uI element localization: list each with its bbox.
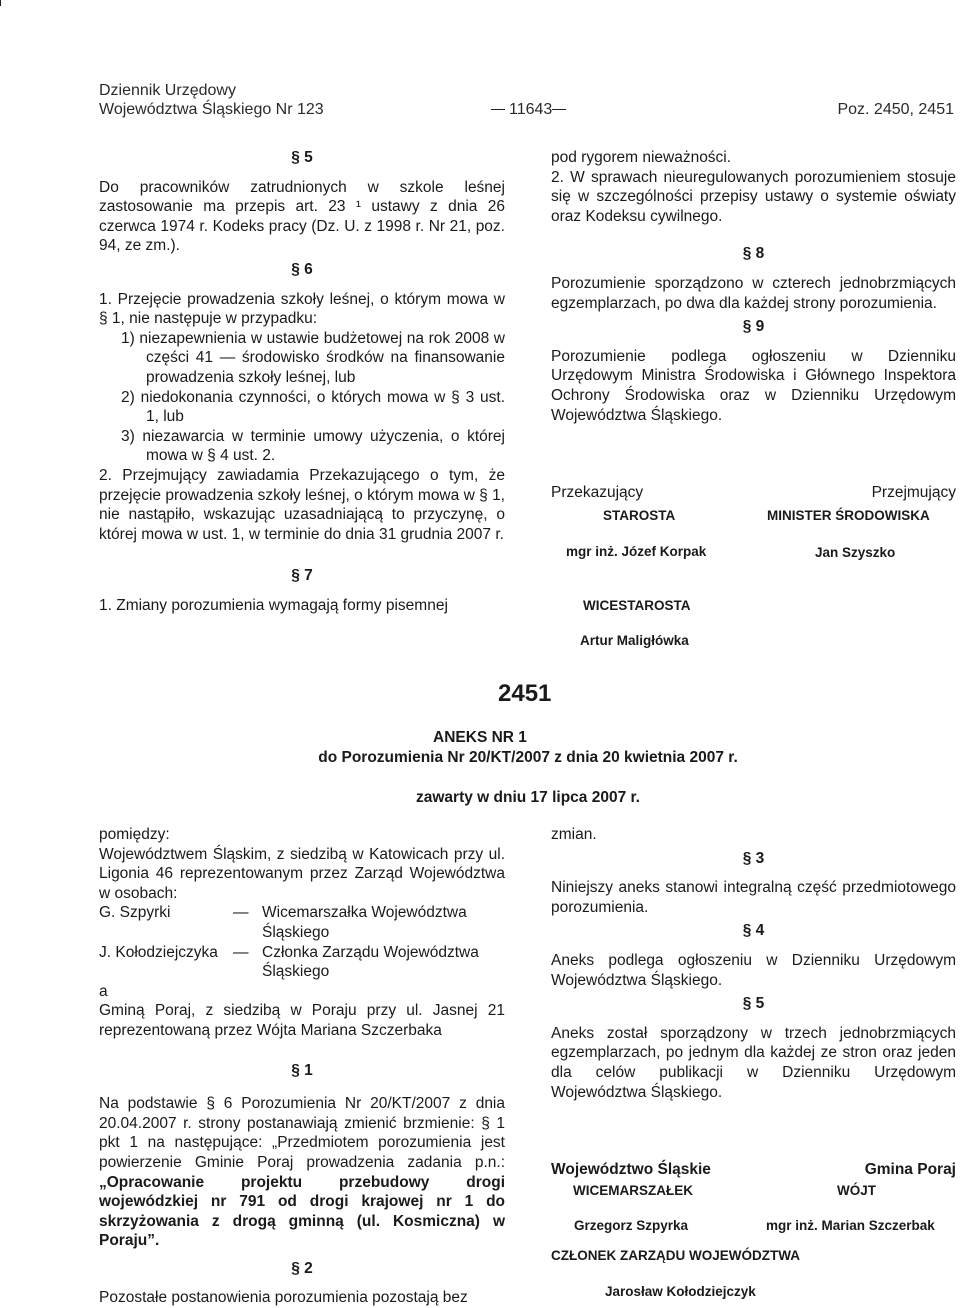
page-number: 11643 <box>509 101 553 118</box>
annex-date: zawarty w dniu 17 lipca 2007 r. <box>416 789 640 806</box>
commune-party: Gmina Poraj <box>864 1161 956 1178</box>
lower-left-column <box>99 825 505 1308</box>
journal-title-line1: Dziennik Urzędowy <box>99 82 236 99</box>
representative-2-role: Członka Zarządu Województwa Śląskiego <box>262 943 479 981</box>
annex-section-4-title: § 4 <box>742 922 765 940</box>
board-member-name: Jarosław Kołodziejczyk <box>605 1284 756 1299</box>
page-number-dash-right <box>552 109 566 110</box>
annex-subtitle: do Porozumienia Nr 20/KT/2007 z dnia 20 kwietnia 2007 r. <box>318 749 738 766</box>
section-9-title: § 9 <box>742 318 765 336</box>
lower-right-column <box>551 825 956 1102</box>
section-5-text: Do pracowników zatrudnionych w szkole leśnej zastosowanie ma przepis art. 23 ¹ ustawy z dnia 26 czerwca 1974 r. Kodeks pracy (Dz. U. z 1998 r. Nr 21, poz. 94, ze zm.). <box>99 178 505 255</box>
paragraph-2: 2. W sprawach nieuregulowanych porozumieniem stosuje się w szczególności przepisy ustawy o systemie oświaty oraz Kodeksu cywilnego. <box>551 168 956 225</box>
recipient-role: Przejmujący <box>871 484 956 501</box>
mayor-name: mgr inż. Marian Szczerbak <box>766 1218 935 1233</box>
journal-title-line2: Województwa Śląskiego Nr 123 <box>99 101 324 118</box>
annex-section-5-text: Aneks został sporządzony w trzech jednobrzmiących egzemplarzach, po jednym dla każdej ze stron oraz jeden dla celów publikacji w Dzienniku Urzędowym Województwa Śląskiego. <box>551 1024 956 1101</box>
upper-left-column <box>99 148 505 615</box>
section-9-text: Porozumienie podlega ogłoszeniu w Dzienniku Urzędowym Ministra Środowiska i Głównego Inspektora Ochrony Środowiska oraz w Dzienniku Urzędowym Województwa Śląskiego. <box>551 347 956 424</box>
vice-starost-name: Artur Maligłówka <box>580 633 689 648</box>
transferor-role: Przekazujący <box>551 484 644 501</box>
position-numbers: Poz. 2450, 2451 <box>837 101 954 118</box>
annex-position-number: 2451 <box>498 680 552 707</box>
vice-marshal-name: Grzegorz Szpyrka <box>574 1218 689 1233</box>
upper-right-column <box>551 148 956 425</box>
representative-2-dash: — <box>233 943 249 961</box>
transferor-name: mgr inż. Józef Korpak <box>566 544 707 559</box>
representative-1 <box>99 903 505 942</box>
conjunction-and: a <box>99 982 108 1000</box>
voivodeship-party: Województwo Śląskie <box>551 1161 711 1178</box>
transferor-title: STAROSTA <box>603 508 676 523</box>
representative-1-dash: — <box>233 904 249 922</box>
annex-section-3-text: Niniejszy aneks stanowi integralną część przedmiotowego porozumienia. <box>551 879 956 916</box>
journal-title <box>99 81 324 119</box>
representative-2-name: J. Kołodziejczyka <box>99 943 218 961</box>
continuation-zmian: zmian. <box>551 826 597 843</box>
page-corner-mark <box>0 0 5 6</box>
between-label: pomiędzy: <box>99 826 170 843</box>
section-7-title: § 7 <box>291 567 313 585</box>
section-6-item-1: 1) niezapewnienia w ustawie budżetowej na rok 2008 w części 41 — środowisko środków na finansowanie prowadzenia szkoły leśnej, lub <box>121 329 505 386</box>
recipient-name: Jan Szyszko <box>815 545 896 560</box>
section-6-paragraph-1: 1. Przejęcie prowadzenia szkoły leśnej, o którym mowa w § 1, nie następuje w przypadku: <box>99 290 505 328</box>
representative-1-role: Wicemarszałka Województwa Śląskiego <box>262 904 467 941</box>
mayor-title: WÓJT <box>837 1183 876 1198</box>
representative-1-name: G. Szpyrki <box>99 904 171 922</box>
annex-section-1-text <box>99 1094 505 1251</box>
section-6-title: § 6 <box>291 260 313 278</box>
party-2: Gminą Poraj, z siedzibą w Poraju przy ul. Jasnej 21 reprezentowaną przez Wójta Mariana Szczerbaka <box>99 1002 505 1039</box>
annex-section-1-text-regular: Na podstawie § 6 Porozumienia Nr 20/KT/2007 z dnia 20.04.2007 r. strony postanawiają zmienić brzmienie: § 1 pkt 1 na następujące: „Przedmiotem porozumienia jest powierzenie Gminie Poraj prowadzenia zadania p.n.: <box>99 1095 505 1171</box>
section-6-item-2: 2) niedokonania czynności, o których mowa w § 3 ust. 1, lub <box>121 388 505 426</box>
board-member-title: CZŁONEK ZARZĄDU WOJEWÓDZTWA <box>551 1248 800 1263</box>
representative-2 <box>99 943 505 982</box>
section-8-title: § 8 <box>742 245 765 263</box>
vice-starost-title: WICESTAROSTA <box>583 598 691 613</box>
continuation-text: pod rygorem nieważności. <box>551 149 732 166</box>
annex-section-4-text: Aneks podlega ogłoszeniu w Dzienniku Urzędowym Województwa Śląskiego. <box>551 951 956 989</box>
annex-section-1-title: § 1 <box>291 1061 313 1079</box>
annex-section-5-title: § 5 <box>742 995 765 1013</box>
vice-marshal-title: WICEMARSZAŁEK <box>573 1183 693 1198</box>
section-8-text: Porozumienie sporządzono w czterech jednobrzmiących egzemplarzach, po dwa dla każdej strony porozumienia. <box>551 274 956 312</box>
party-1: Województwem Śląskim, z siedzibą w Katowicach przy ul. Ligonia 46 reprezentowanym przez Zarząd Województwa w osobach: <box>99 845 505 902</box>
section-7-paragraph-1: 1. Zmiany porozumienia wymagają formy pisemnej <box>99 596 448 614</box>
page-number-dash-left <box>491 109 505 110</box>
annex-title: ANEKS NR 1 <box>433 729 527 746</box>
recipient-title: MINISTER ŚRODOWISKA <box>767 508 930 523</box>
annex-section-3-title: § 3 <box>742 849 765 867</box>
annex-section-2-title: § 2 <box>291 1259 313 1277</box>
section-5-title: § 5 <box>291 149 313 166</box>
annex-section-1-task-name: „Opracowanie projektu przebudowy drogi wojewódzkiej nr 791 od drogi krajowej nr 1 do skrzyżowania z drogą gminną (ul. Kosmiczna) w Poraju”. <box>99 1173 505 1250</box>
annex-section-2-text: Pozostałe postanowienia porozumienia pozostają bez <box>99 1289 468 1307</box>
section-6-paragraph-2: 2. Przejmujący zawiadamia Przekazującego o tym, że przejęcie prowadzenia szkoły leśnej, o którym mowa w § 1, nie nastąpiło, wskazując uzasadniającą to przyczynę, o której mowa w ust. 1, w terminie do dnia 31 grudnia 2007 r. <box>99 466 505 543</box>
section-6-item-3: 3) niezawarcia w terminie umowy użyczenia, o której mowa w § 4 ust. 2. <box>121 427 505 465</box>
